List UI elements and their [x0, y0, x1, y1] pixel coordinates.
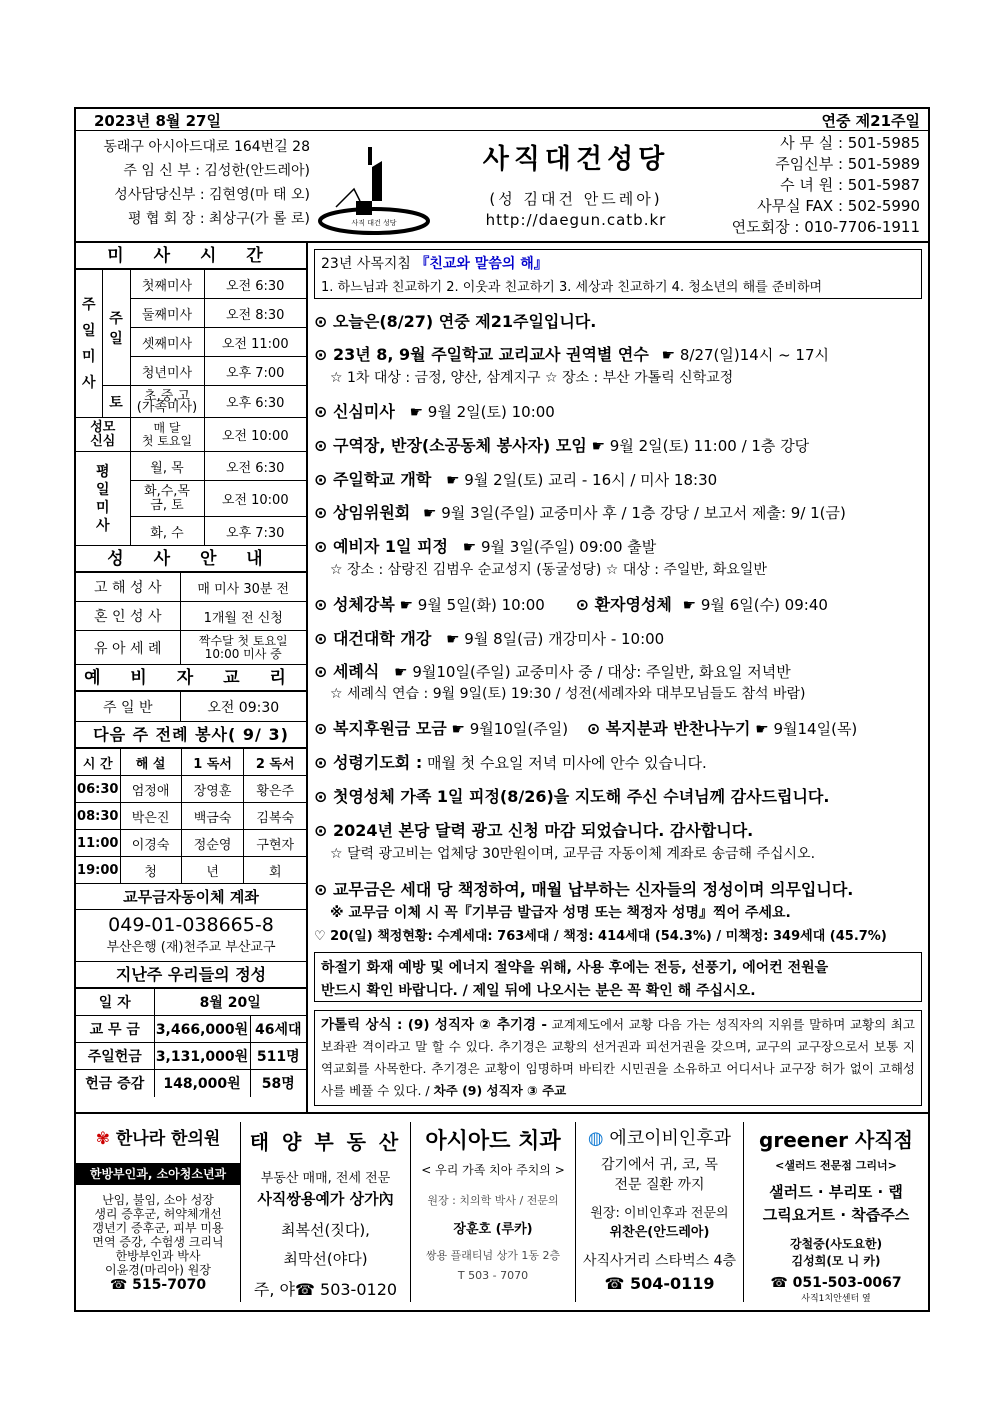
- summer-notice-box: [314, 952, 922, 1002]
- ad-phone: ☎ 504-0119: [604, 1274, 715, 1293]
- catechumen-table: [76, 691, 306, 722]
- left-column: [76, 243, 308, 1112]
- ad-line: 부동산 매매, 전세 전문: [260, 1171, 391, 1186]
- council-president: 평 협 회 장 : 최상구(가 롤 로): [127, 211, 310, 227]
- logo-text: 사직 대건 성당: [351, 219, 397, 227]
- liturgy-service-table: [76, 748, 306, 884]
- notice-prayer-meeting: ⊙ 성령기도회 : 매월 첫 수요일 저녁 미사에 안수 있습니다.: [314, 753, 707, 772]
- marian-devotion-label: 성모 신심: [76, 418, 130, 452]
- notice-today: ⊙ 오늘은(8/27) 연중 제21주일입니다.: [314, 312, 597, 331]
- liturgy-cell: 백금숙: [181, 803, 244, 830]
- liturgy-cell: 년: [181, 857, 244, 884]
- account-number: 049-01-038665-8: [108, 914, 274, 936]
- offering-name: 주일헌금: [76, 1043, 154, 1070]
- notice-catechumen-retreat: ⊙ 예비자 1일 피정 ☛ 9월 3일(주일) 09:00 출발: [314, 537, 657, 556]
- notice-dues-status: ♡ 20(일) 책정현황: 수계세대: 763세대 / 책정: 414세대 (54.3%) / 미책정: 349세대 (45.7%): [314, 929, 887, 944]
- ad-line: T 503 - 7070: [457, 1269, 529, 1282]
- ad-band: 한방부인과, 소아청소년과: [76, 1163, 240, 1185]
- ad-oriental-clinic[interactable]: [76, 1122, 241, 1302]
- ad-title: ✾ 한나라 한의원: [95, 1129, 221, 1149]
- sunday-label: 주일: [102, 270, 130, 386]
- offering-amount: 3,466,000원: [154, 1016, 250, 1043]
- ad-lines: 난임, 불임, 소아 성장 생리 증후군, 허약체개선 갱년기 증후군, 피부 미용 면역 증강, 수험생 크리닉 한방부인과 박사 이윤경(마리아) 원장: [92, 1193, 224, 1277]
- ad-title: 아시아드 치과: [425, 1129, 561, 1154]
- notice-baptism: ⊙ 세례식 ☛ 9월10일(주일) 교중미사 중 / 대상: 주일반, 화요일 저녁반: [314, 662, 791, 681]
- liturgy-cell: 구현자: [244, 830, 306, 857]
- church-url[interactable]: http://daegun.catb.kr: [485, 211, 667, 229]
- liturgical-week: 연중 제21주일: [821, 112, 920, 130]
- marian-devotion-day: 매 달 첫 토요일: [130, 418, 204, 452]
- liturgy-header: 2 독서: [244, 749, 306, 776]
- table-row: [76, 1070, 306, 1097]
- assistant-priest: 성사담당신부 : 김현영(마 태 오): [114, 187, 310, 203]
- liturgy-cell: 정순영: [181, 830, 244, 857]
- ad-phone: 주, 야☎ 503-0120: [253, 1280, 398, 1299]
- contact-fax: 사무실 FAX : 502-5990: [757, 197, 920, 215]
- policy-theme: 『친교와 말씀의 해』: [415, 256, 548, 272]
- ad-line: 원장 : 치의학 박사 / 전문의: [427, 1194, 559, 1207]
- clergy-info: [80, 135, 310, 231]
- church-name: 사직대건성당: [482, 144, 670, 175]
- liturgy-cell: 엄정애: [120, 776, 181, 803]
- notice-dues-transfer: ※ 교무금 이체 시 꼭『기부금 발급자 성명 또는 책정자 성명』찍어 주세요.: [330, 905, 791, 921]
- bulletin-date: 2023년 8월 27일: [94, 112, 221, 130]
- table-row: [76, 1043, 306, 1070]
- ad-ent-clinic[interactable]: [576, 1122, 744, 1302]
- sacraments-table: [76, 572, 306, 665]
- notice-sunday-school: ⊙ 주일학교 개학 ☛ 9월 2일(토) 교리 - 16시 / 미사 18:30: [314, 470, 718, 489]
- mass-times-table: [76, 269, 306, 546]
- advertisements: [76, 1112, 928, 1310]
- church-logo-icon: [316, 141, 436, 239]
- saturday-mass-name: 초,중,고 (가족미사): [130, 386, 204, 418]
- ad-real-estate[interactable]: [241, 1122, 411, 1302]
- notice-leaders-meeting: ⊙ 구역장, 반장(소공동체 봉사자) 모임 ☛ 9월 2일(토) 11:00 / 1층 강당: [314, 436, 810, 455]
- table-row: [76, 803, 306, 830]
- account-bank: 부산은행 (재)천주교 부산교구: [106, 940, 276, 955]
- ad-title: 태 양 부 동 산: [249, 1130, 402, 1154]
- sacrament-info: 짝수달 첫 토요일 10:00 미사 중: [180, 631, 306, 665]
- mass-times-title: 미 사 시 간: [76, 243, 306, 269]
- summer-notice-line2: 반드시 확인 바랍니다. / 제일 뒤에 나오시는 분은 꼭 확인 해 주십시오.: [321, 983, 756, 999]
- policy-year: 23년 사목지침: [321, 256, 411, 272]
- offering-amount: 3,131,000원: [154, 1043, 250, 1070]
- catholic-knowledge-box: [314, 1010, 922, 1106]
- weekday-mass-day: 화,수,목 금, 토: [130, 481, 204, 517]
- saturday-label: 토: [102, 386, 130, 418]
- notice-teacher-training-detail: ☆ 1차 대상 : 금정, 양산, 삼계지구 ☆ 장소 : 부산 가톨릭 신학교정: [330, 370, 734, 386]
- contact-office: 사 무 실 : 501-5985: [780, 134, 920, 152]
- offering-name: 교 무 금: [76, 1016, 154, 1043]
- ad-line: 감기에서 귀, 코, 목: [601, 1157, 718, 1173]
- offering-title: 지난주 우리들의 정성: [76, 962, 306, 988]
- sunday-mass-label: 주 일 미 사: [76, 270, 102, 418]
- offering-amount: 148,000원: [154, 1070, 250, 1097]
- catechumen-class: 주 일 반: [76, 692, 180, 722]
- policy-heading: [321, 253, 548, 273]
- ad-line: 최막선(야다): [283, 1250, 368, 1268]
- notice-thanks: ⊙ 첫영성체 가족 1일 피정(8/26)을 지도해 주신 수녀님께 감사드립니다.: [314, 787, 830, 806]
- weekday-mass-time: 오전 6:30: [204, 452, 306, 481]
- sacrament-name: 혼 인 성 사: [76, 602, 180, 631]
- table-row: [76, 1016, 306, 1043]
- offering-date-label: 일 자: [76, 989, 154, 1016]
- ad-line: 장훈호 (루카): [453, 1222, 533, 1237]
- sacraments-title: 성 사 안 내: [76, 546, 306, 572]
- ad-line: 김성희(모 니 카): [791, 1254, 881, 1268]
- church-patron: (성 김대건 안드레아): [489, 190, 663, 208]
- weekday-mass-time: 오후 7:30: [204, 517, 306, 546]
- liturgy-service-title: 다음 주 전례 봉사( 9/ 3): [76, 722, 306, 748]
- liturgy-time: 19:00: [76, 857, 120, 884]
- offering-count: 511명: [250, 1043, 306, 1070]
- sacrament-info: 1개월 전 신청: [180, 602, 306, 631]
- liturgy-cell: 황은주: [244, 776, 306, 803]
- ad-title: ◍ 에코이비인후과: [587, 1128, 732, 1149]
- ad-dental-clinic[interactable]: [411, 1122, 576, 1302]
- top-bar: [76, 109, 928, 131]
- offering-date: 8월 20일: [154, 989, 306, 1016]
- liturgy-time: 11:00: [76, 830, 120, 857]
- sacrament-info: 매 미사 30분 전: [180, 573, 306, 602]
- policy-items: 1. 하느님과 친교하기 2. 이웃과 친교하기 3. 세상과 친교하기 4. 청소년의 해를 준비하며: [321, 280, 823, 295]
- offering-count: 46세대: [250, 1016, 306, 1043]
- notice-welfare: ⊙ 복지후원금 모금 ☛ 9월10일(주일) ⊙ 복지분과 반찬나누기 ☛ 9월14일(목): [314, 719, 858, 738]
- notice-teacher-training: ⊙ 23년 8, 9월 주일학교 교리교사 권역별 연수 ☛ 8/27(일)14시 ~ 17시: [314, 345, 829, 364]
- contact-pastor: 주임신부 : 501-5989: [775, 155, 920, 173]
- right-column: [308, 243, 928, 1112]
- table-row: [76, 776, 306, 803]
- saturday-mass-time: 오후 6:30: [204, 386, 306, 418]
- account-box: [76, 910, 306, 962]
- ad-phone: ☎ 515-7070: [109, 1277, 207, 1293]
- offering-table: [76, 988, 306, 1097]
- ad-salad-shop[interactable]: [744, 1122, 928, 1302]
- catechumen-title: 예 비 자 교 리: [76, 665, 306, 691]
- liturgy-header: 해 설: [120, 749, 181, 776]
- ad-line: 위찬은(안드레아): [609, 1225, 710, 1240]
- eco-logo-icon: ◍: [587, 1128, 604, 1149]
- offering-name: 헌금 증감: [76, 1070, 154, 1097]
- flower-icon: ✾: [95, 1129, 110, 1149]
- ad-title: greener 사직점: [759, 1128, 913, 1152]
- ad-line: <샐러드 전문점 그리너>: [775, 1159, 897, 1172]
- mass-time: 오후 7:00: [204, 357, 306, 386]
- ad-line: 사직쌍용예가 상가內: [257, 1190, 394, 1208]
- liturgy-cell: 장영훈: [181, 776, 244, 803]
- notice-calendar-detail: ☆ 달력 광고비는 업체당 30만원이며, 교무금 자동이체 계좌로 송금해 주십시오.: [330, 846, 816, 862]
- ad-line: 원장: 이비인후과 전문의: [590, 1206, 729, 1221]
- sacrament-name: 고 해 성 사: [76, 573, 180, 602]
- bulletin-frame: [74, 107, 930, 1312]
- notice-baptism-detail: ☆ 세례식 연습 : 9월 9일(토) 19:30 / 성전(세례자와 대부모님들도 참석 바람): [330, 686, 806, 702]
- liturgy-header: 1 독서: [181, 749, 244, 776]
- notice-retreat-detail: ☆ 장소 : 삼랑진 김범우 순교성지 (동굴성당) ☆ 대상 : 주일반, 화요일반: [330, 562, 767, 578]
- pastor-name: 주 임 신 부 : 김성한(안드레아): [123, 163, 310, 179]
- notice-college: ⊙ 대건대학 개강 ☛ 9월 8일(금) 개강미사 - 10:00: [314, 629, 665, 648]
- ad-line: 쌍용 플래티넘 상가 1동 2층: [425, 1249, 561, 1262]
- notice-committee: ⊙ 상임위원회 ☛ 9월 3일(주일) 교중미사 후 / 1층 강당 / 보고서 제출: 9/ 1(금): [314, 503, 846, 522]
- liturgy-cell: 김복숙: [244, 803, 306, 830]
- church-header: [76, 131, 928, 243]
- mass-name: 첫째미사: [130, 270, 204, 299]
- liturgy-header: 시 간: [76, 749, 120, 776]
- ad-line: < 우리 가족 치아 주치의 >: [421, 1163, 565, 1177]
- pastoral-policy-box: [314, 249, 922, 299]
- ad-line: 사직사거리 스타벅스 4층: [582, 1253, 737, 1269]
- liturgy-time: 06:30: [76, 776, 120, 803]
- liturgy-cell: 회: [244, 857, 306, 884]
- ad-line: 최복선(짓다),: [281, 1221, 370, 1239]
- notice-dues: ⊙ 교무금은 세대 당 책정하여, 매월 납부하는 신자들의 정성이며 의무입니다.: [314, 880, 854, 899]
- contact-list: [660, 133, 920, 238]
- contact-convent: 수 녀 원 : 501-5987: [780, 176, 920, 194]
- notice-devotion-mass: ⊙ 신심미사 ☛ 9월 2일(토) 10:00: [314, 402, 555, 421]
- summer-notice-line1: 하절기 화재 예방 및 에너지 절약을 위해, 사용 후에는 전등, 선풍기, 에어컨 전원을: [321, 960, 829, 976]
- notice-calendar: ⊙ 2024년 본당 달력 광고 신청 마감 되었습니다. 감사합니다.: [314, 821, 754, 840]
- mass-name: 둘째미사: [130, 299, 204, 328]
- ad-foot: 사직1치안센터 옆: [801, 1294, 871, 1304]
- church-address: 동래구 아시아드대로 164번길 28: [103, 139, 310, 155]
- mass-name: 셋째미사: [130, 328, 204, 357]
- ad-line: 그릭요거트 · 착즙주스: [762, 1206, 910, 1224]
- mass-name: 청년미사: [130, 357, 204, 386]
- catholic-knowledge-text: 가톨릭 상식 : (9) 성직자 ② 추기경 - 교계제도에서 교황 다음 가는 성직자의 지위를 말하며 교황의 최고 보좌관 격이라고 말 할 수 있다. 추기경은 교황의 선거권과 피선거권을 갖으며, 교구의 교구장으로서 보통 지역교회를 사목한다. 추기경은 교황이 임명하며 바티칸 시민권을 소유하고 어디서나 교구장 허가 없이 고해성사를 베풀 수 있다. / 차주 (9) 성직자 ③ 주교: [321, 1017, 915, 1098]
- catechumen-time: 오전 09:30: [180, 692, 306, 722]
- liturgy-cell: 박은진: [120, 803, 181, 830]
- mass-time: 오전 8:30: [204, 299, 306, 328]
- liturgy-cell: 청: [120, 857, 181, 884]
- table-row: [76, 830, 306, 857]
- marian-devotion-time: 오전 10:00: [204, 418, 306, 452]
- weekday-mass-day: 화, 수: [130, 517, 204, 546]
- ad-line: 샐러드 · 부리또 · 랩: [769, 1183, 903, 1201]
- weekday-mass-day: 월, 목: [130, 452, 204, 481]
- offering-count: 58명: [250, 1070, 306, 1097]
- weekday-mass-label: 평 일 미 사: [76, 452, 130, 546]
- notice-benediction: ⊙ 성체강복 ☛ 9월 5일(화) 10:00 ⊙ 환자영성체 ☛ 9월 6일(수) 09:40: [314, 595, 828, 614]
- ad-line: 강철중(사도요한): [789, 1237, 883, 1251]
- sacrament-name: 유 아 세 례: [76, 631, 180, 665]
- ad-line: 전문 질환 까지: [614, 1177, 705, 1193]
- contact-mourning: 연도회장 : 010-7706-1911: [731, 218, 920, 236]
- weekday-mass-time: 오전 10:00: [204, 481, 306, 517]
- account-title: 교무금자동이체 계좌: [76, 884, 306, 910]
- ad-phone: ☎ 051-503-0067: [770, 1275, 902, 1291]
- mass-time: 오전 11:00: [204, 328, 306, 357]
- mass-time: 오전 6:30: [204, 270, 306, 299]
- liturgy-time: 08:30: [76, 803, 120, 830]
- table-row: [76, 857, 306, 884]
- liturgy-cell: 이경숙: [120, 830, 181, 857]
